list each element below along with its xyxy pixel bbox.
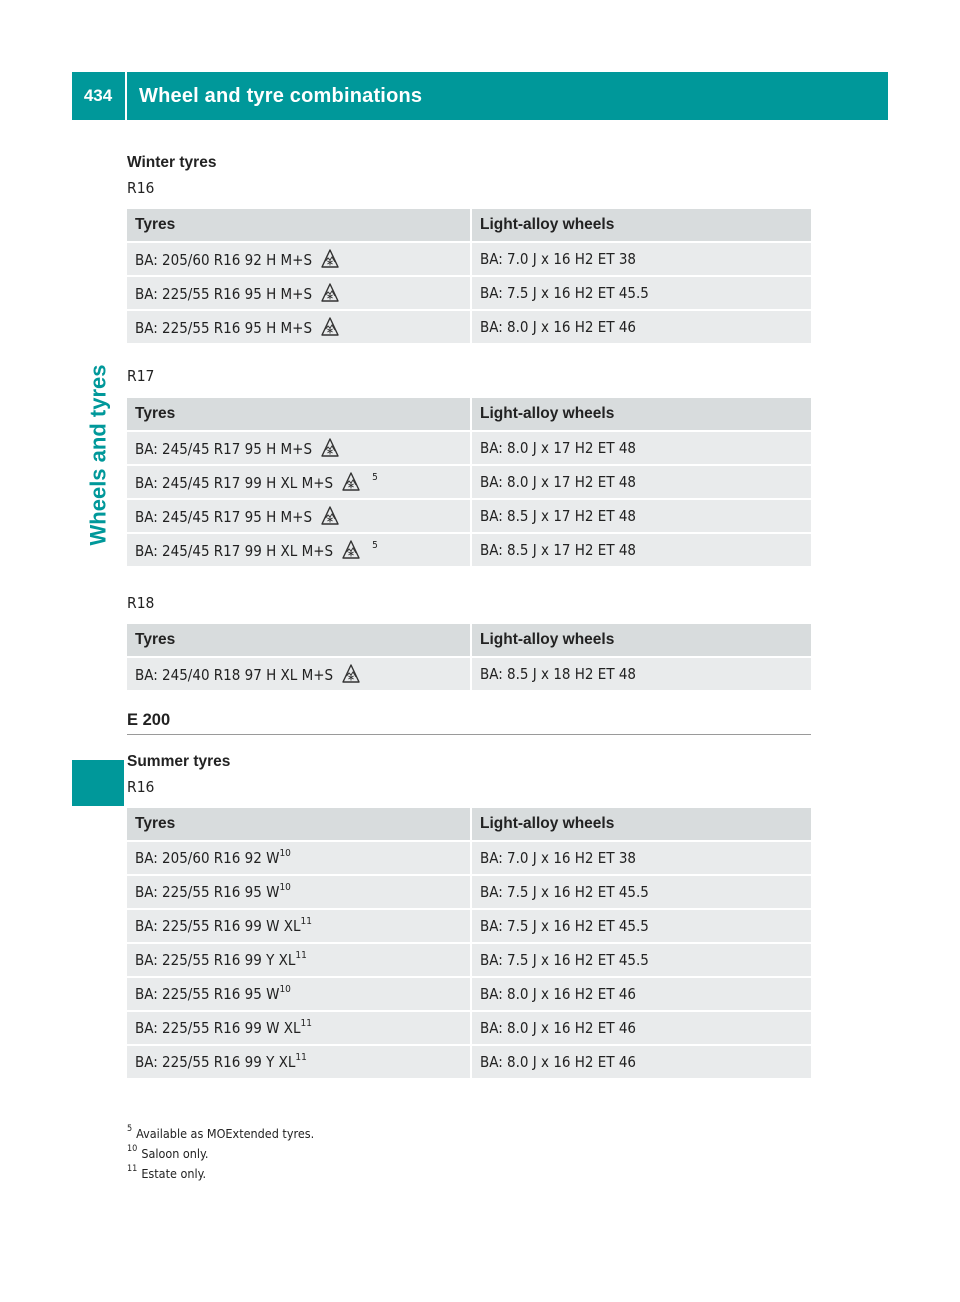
footnote-ref: 11	[300, 1018, 312, 1029]
winter-r18-table	[127, 624, 811, 692]
tyre-cell	[127, 657, 471, 691]
tyre-cell	[127, 499, 471, 533]
wheel-size: BA: 7.5 J x 16 H2 ET 45.5	[480, 917, 649, 935]
footnote-text: Estate only.	[141, 1166, 207, 1181]
column-header-tyres: Tyres	[127, 624, 471, 657]
column-header-tyres: Tyres	[127, 209, 471, 242]
tyre-size: BA: 225/55 R16 95 W	[135, 985, 280, 1003]
summer-tyres-heading: Summer tyres	[127, 753, 231, 770]
snowflake-mountain-icon	[321, 249, 339, 269]
table-row	[127, 875, 811, 909]
table-row	[127, 276, 811, 310]
table-row	[127, 977, 811, 1011]
footnote	[127, 1164, 314, 1184]
wheel-cell	[471, 310, 811, 344]
footnote-ref: 5	[372, 472, 378, 483]
side-tab	[72, 150, 124, 760]
footnote-text: Available as MOExtended tyres.	[136, 1126, 315, 1141]
column-header-wheels: Light-alloy wheels	[471, 398, 811, 431]
wheel-size: BA: 8.5 J x 17 H2 ET 48	[480, 507, 637, 525]
tyre-cell	[127, 1011, 471, 1045]
footnote-text: Saloon only.	[141, 1146, 209, 1161]
wheel-size: BA: 8.0 J x 17 H2 ET 48	[480, 473, 637, 491]
footnote-ref: 10	[279, 848, 291, 859]
winter-tyres-heading: Winter tyres	[127, 154, 217, 171]
r18-label: R18	[127, 594, 155, 612]
tyre-cell	[127, 465, 471, 499]
tyre-size: BA: 245/40 R18 97 H XL M+S	[135, 666, 334, 684]
wheel-size: BA: 8.0 J x 16 H2 ET 46	[480, 1053, 637, 1071]
footnote-ref: 5	[372, 540, 378, 551]
table-row	[127, 1011, 811, 1045]
wheel-size: BA: 8.0 J x 16 H2 ET 46	[480, 1019, 637, 1037]
wheel-size: BA: 7.0 J x 16 H2 ET 38	[480, 849, 637, 867]
tyre-cell	[127, 310, 471, 344]
tyre-cell	[127, 875, 471, 909]
wheel-cell	[471, 943, 811, 977]
table-row	[127, 310, 811, 344]
page-title: Wheel and tyre combinations	[139, 85, 423, 107]
wheel-cell	[471, 841, 811, 875]
snowflake-mountain-icon	[342, 472, 360, 492]
tyre-cell	[127, 943, 471, 977]
wheel-cell	[471, 1045, 811, 1079]
wheel-size: BA: 7.0 J x 16 H2 ET 38	[480, 250, 637, 268]
column-header-wheels: Light-alloy wheels	[471, 209, 811, 242]
table-row	[127, 943, 811, 977]
wheel-cell	[471, 875, 811, 909]
footnote	[127, 1124, 314, 1144]
table-row	[127, 242, 811, 276]
wheel-size: BA: 8.0 J x 16 H2 ET 46	[480, 318, 637, 336]
wheel-size: BA: 8.5 J x 18 H2 ET 48	[480, 665, 637, 683]
table-row	[127, 533, 811, 567]
tyre-cell	[127, 276, 471, 310]
snowflake-mountain-icon	[342, 664, 360, 684]
snowflake-mountain-icon	[321, 506, 339, 526]
side-tab-label: Wheels and tyres	[85, 364, 111, 546]
column-header-wheels: Light-alloy wheels	[471, 624, 811, 657]
wheel-cell	[471, 465, 811, 499]
wheel-size: BA: 7.5 J x 16 H2 ET 45.5	[480, 883, 649, 901]
wheel-cell	[471, 533, 811, 567]
snowflake-mountain-icon	[321, 283, 339, 303]
section-title-e200: E 200	[127, 711, 811, 735]
r16-label: R16	[127, 179, 155, 197]
page-header	[72, 72, 888, 120]
wheel-cell	[471, 977, 811, 1011]
table-row	[127, 657, 811, 691]
footnote-ref: 11	[295, 950, 307, 961]
tyre-cell	[127, 977, 471, 1011]
wheel-size: BA: 7.5 J x 16 H2 ET 45.5	[480, 284, 649, 302]
r17-label: R17	[127, 367, 155, 385]
tyre-size: BA: 225/55 R16 95 H M+S	[135, 319, 313, 337]
tyre-size: BA: 225/55 R16 99 W XL	[135, 1019, 301, 1037]
page-number: 434	[83, 86, 113, 105]
table-row	[127, 465, 811, 499]
footnote-number: 10	[127, 1143, 138, 1154]
wheel-size: BA: 7.5 J x 16 H2 ET 45.5	[480, 951, 649, 969]
tyre-cell	[127, 909, 471, 943]
r16-label: R16	[127, 778, 155, 796]
table-row	[127, 909, 811, 943]
column-header-tyres: Tyres	[127, 808, 471, 841]
footnote-ref: 10	[279, 882, 291, 893]
wheel-size: BA: 8.0 J x 16 H2 ET 46	[480, 985, 637, 1003]
side-tab-marker	[72, 760, 124, 806]
footnote-ref: 10	[279, 984, 291, 995]
footnote-ref: 11	[300, 916, 312, 927]
wheel-size: BA: 8.5 J x 17 H2 ET 48	[480, 541, 637, 559]
wheel-cell	[471, 276, 811, 310]
wheel-cell	[471, 242, 811, 276]
tyre-cell	[127, 533, 471, 567]
tyre-size: BA: 225/55 R16 95 W	[135, 883, 280, 901]
column-header-wheels: Light-alloy wheels	[471, 808, 811, 841]
tyre-cell	[127, 431, 471, 465]
wheel-cell	[471, 499, 811, 533]
tyre-size: BA: 205/60 R16 92 W	[135, 849, 280, 867]
wheel-cell	[471, 909, 811, 943]
column-header-tyres: Tyres	[127, 398, 471, 431]
table-row	[127, 841, 811, 875]
table-row	[127, 431, 811, 465]
table-row	[127, 1045, 811, 1079]
header-divider	[125, 72, 127, 120]
tyre-cell	[127, 1045, 471, 1079]
tyre-cell	[127, 841, 471, 875]
footnotes	[127, 1124, 314, 1184]
summer-r16-table	[127, 808, 811, 1080]
wheel-cell	[471, 657, 811, 691]
snowflake-mountain-icon	[321, 317, 339, 337]
snowflake-mountain-icon	[321, 438, 339, 458]
tyre-size: BA: 225/55 R16 99 W XL	[135, 917, 301, 935]
wheel-cell	[471, 1011, 811, 1045]
wheel-cell	[471, 431, 811, 465]
tyre-size: BA: 245/45 R17 99 H XL M+S	[135, 542, 334, 560]
footnote-number: 11	[127, 1163, 138, 1174]
tyre-size: BA: 205/60 R16 92 H M+S	[135, 251, 313, 269]
footnote-number: 5	[127, 1123, 133, 1134]
tyre-cell	[127, 242, 471, 276]
table-row	[127, 499, 811, 533]
tyre-size: BA: 245/45 R17 99 H XL M+S	[135, 474, 334, 492]
footnote	[127, 1144, 314, 1164]
wheel-size: BA: 8.0 J x 17 H2 ET 48	[480, 439, 637, 457]
winter-r17-table	[127, 398, 811, 568]
tyre-size: BA: 225/55 R16 95 H M+S	[135, 285, 313, 303]
tyre-size: BA: 245/45 R17 95 H M+S	[135, 440, 313, 458]
tyre-size: BA: 245/45 R17 95 H M+S	[135, 508, 313, 526]
tyre-size: BA: 225/55 R16 99 Y XL	[135, 1053, 296, 1071]
snowflake-mountain-icon	[342, 540, 360, 560]
winter-r16-table	[127, 209, 811, 345]
footnote-ref: 11	[295, 1052, 307, 1063]
tyre-size: BA: 225/55 R16 99 Y XL	[135, 951, 296, 969]
